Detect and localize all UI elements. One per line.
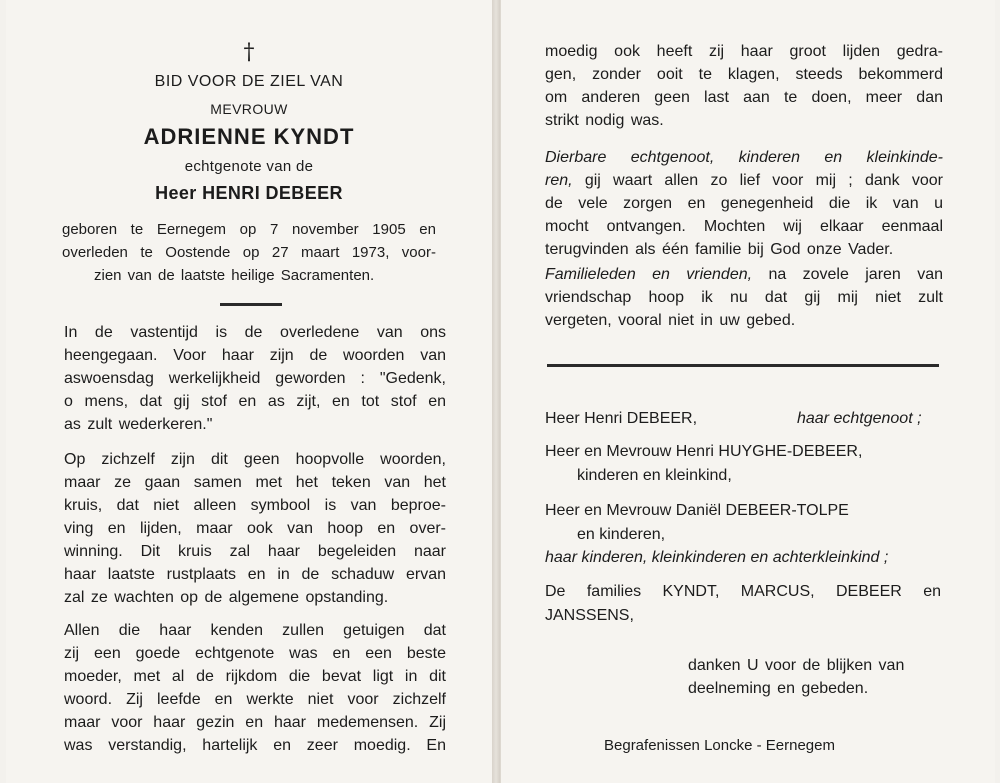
spouse-name: Heer HENRI DEBEER	[155, 183, 343, 203]
spouse-intro: echtgenote van de	[184, 158, 314, 175]
divider	[220, 303, 282, 306]
thanks-line-2: deelneming en gebeden.	[688, 680, 869, 697]
text-line: vergeten, vooral niet in uw gebed.	[545, 312, 796, 329]
deceased-name: ADRIENNE KYNDT	[143, 124, 355, 149]
divider-long	[547, 364, 939, 367]
text-line: woord. Zij leefde en werkte niet voor zichzelf	[64, 691, 446, 708]
funeral-home: Begrafenissen Loncke - Eernegem	[604, 737, 835, 754]
bio-block	[62, 218, 436, 287]
family-l3: kinderen en kleinkind,	[577, 467, 732, 484]
family-l4: Heer en Mevrouw Daniël DEBEER-TOLPE	[545, 502, 849, 519]
italic-lead: Familieleden en vrienden,	[545, 266, 753, 283]
bio-line: geboren te Eernegem op 7 november 1905 en	[62, 221, 436, 238]
family-l1-name: Heer Henri DEBEER,	[545, 410, 698, 427]
paragraph-6	[545, 263, 943, 332]
thanks-line-1: danken U voor de blijken van	[688, 657, 905, 674]
text-line: kruis, dat niet alleen symbool is van beproe-	[64, 497, 446, 514]
paragraph-1	[64, 321, 446, 436]
family-l6: haar kinderen, kleinkinderen en achterkleinkind ;	[545, 549, 889, 566]
family-l1-role: haar echtgenoot ;	[797, 410, 922, 427]
cross-symbol: †	[243, 40, 255, 65]
text-line: strikt nodig was.	[545, 112, 664, 129]
text-line: was verstandig, hartelijk en zeer moedig. En	[64, 737, 446, 754]
text-line: ving en lijden, maar ook van hoop en over-	[64, 520, 446, 537]
text-line: zij een goede echtgenote was en een beste	[64, 645, 446, 662]
text-line: zal ze wachten op de algemene opstanding.	[64, 589, 389, 606]
bio-line: overleden te Oostende op 27 maart 1973, voor-	[62, 244, 436, 261]
text-line: o mens, dat gij stof en as zijt, en tot stof en	[64, 393, 446, 410]
paragraph-4	[545, 40, 943, 132]
text-line: maar ze gaan samen met het teken van het	[64, 474, 446, 491]
text-line: vriendschap hoop ik nu dat gij mij niet zult	[545, 289, 943, 306]
prayer-heading: BID VOOR DE ZIEL VAN	[154, 73, 344, 90]
text-line: de vele zorgen en genegenheid die ik van u	[545, 195, 943, 212]
text-line: Allen die haar kenden zullen getuigen dat	[64, 622, 446, 639]
family-l8: JANSSENS,	[545, 607, 634, 624]
italic-lead-cont: ren,	[545, 172, 573, 189]
text-line: aswoensdag werkelijkheid geworden : "Gedenk,	[64, 370, 446, 387]
text-line	[545, 263, 943, 286]
right-page	[500, 0, 995, 783]
title-mevrouw: MEVROUW	[210, 101, 288, 117]
italic-lead: Dierbare echtgenoot, kinderen en kleinkinde-	[545, 149, 943, 166]
family-l7: De families KYNDT, MARCUS, DEBEER en	[545, 583, 941, 600]
text-line: In de vastentijd is de overledene van ons	[64, 324, 446, 341]
text-span: gij waart allen zo lief voor mij ; dank voor	[584, 172, 943, 189]
text-line: as zult wederkeren."	[64, 416, 213, 433]
bio-line: zien van de laatste heilige Sacramenten.	[94, 267, 375, 284]
paragraph-2	[64, 448, 446, 609]
text-line: mocht ontvangen. Mochten wij elkaar eenmaal	[545, 218, 943, 235]
text-line: heengegaan. Voor haar zijn de woorden van	[64, 347, 446, 364]
text-line: Op zichzelf zijn dit geen hoopvolle woorden,	[64, 451, 446, 468]
left-page	[6, 0, 493, 783]
text-line: haar laatste rustplaats en in de schaduw ervan	[64, 566, 446, 583]
center-fold	[492, 0, 500, 783]
text-line: moeder, met al de rijkdom die bevat ligt in dit	[64, 668, 446, 685]
text-span: na zovele jaren van	[768, 266, 943, 283]
family-l2: Heer en Mevrouw Henri HUYGHE-DEBEER,	[545, 443, 863, 460]
text-line: terugvinden als één familie bij God onze Vader.	[545, 241, 894, 258]
family-l5: en kinderen,	[577, 526, 666, 543]
text-line: maar voor haar gezin en haar medemensen. Zij	[64, 714, 446, 731]
text-line	[545, 169, 943, 192]
text-line: winning. Dit kruis zal haar begeleiden naar	[64, 543, 446, 560]
text-line: om anderen geen last aan te doen, meer dan	[545, 89, 943, 106]
paragraph-5	[545, 146, 943, 261]
text-line: moedig ook heeft zij haar groot lijden gedra-	[545, 43, 943, 60]
text-line: gen, zonder ooit te klagen, steeds bekommerd	[545, 66, 943, 83]
paragraph-3	[64, 619, 446, 757]
